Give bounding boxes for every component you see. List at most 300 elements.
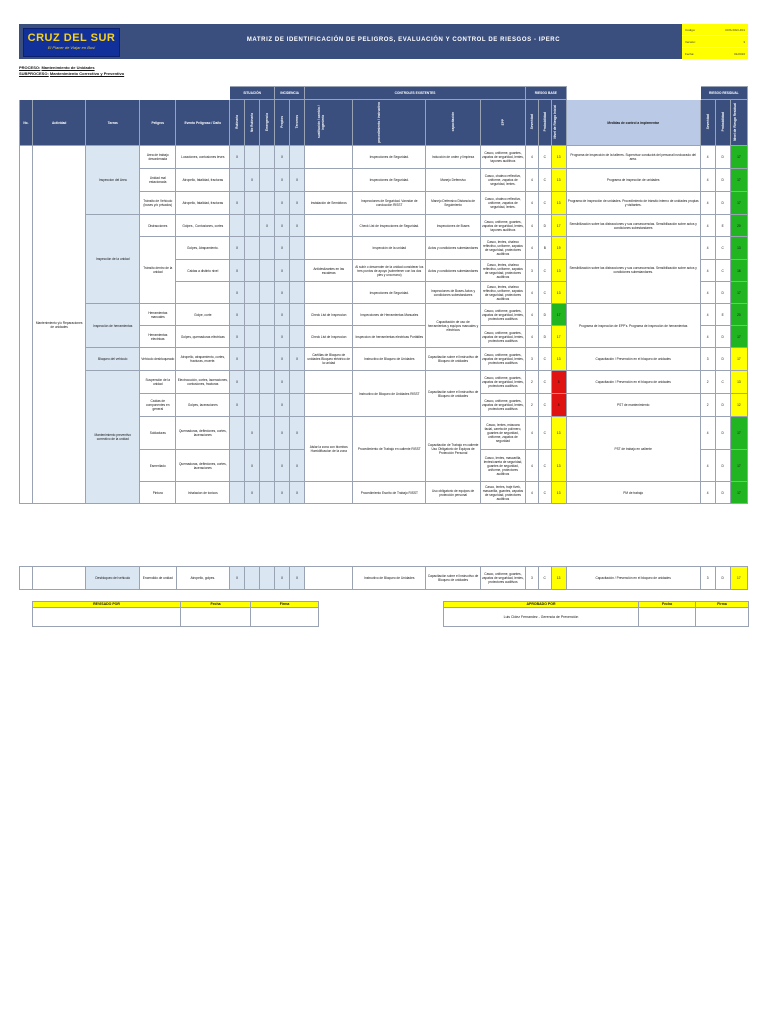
cell-eme [260,348,275,371]
cell-epp: Casco, uniforme, guantes, zapatos de seguridad, lentes, protectores auditivos [480,348,525,371]
cell-pro: X [275,237,290,260]
cell-severidad-residual: 3 [700,567,715,590]
aprobado-firma-label: Firma [696,602,749,608]
cell-sus: Aislar la zona con biombos Humidificacion de la zona [305,417,353,482]
cell-peligro: Tránsito dentro de la unidad [140,237,176,304]
cell-n: 13 [551,146,566,169]
cell-sus: Check List de Inspeccion [305,304,353,326]
cell-pro: X [275,215,290,237]
cell-n: 13 [551,348,566,371]
cell-sr: 2 [700,394,715,417]
cell-nor [245,146,260,169]
cell-sr: 2 [700,371,715,394]
cell-nr: 17 [730,348,747,371]
cell-pro: X [275,169,290,192]
cell-sus [305,237,353,260]
cell-peligro: Encendido de unidad [140,567,176,590]
cell-nr: 17 [730,192,747,215]
cell-nr: 17 [730,482,747,504]
cell-evento: Luxaciones, contusiones leves [176,146,230,169]
cell-nor [245,215,260,237]
cell-nor: X [245,482,260,504]
cell-eme [260,394,275,417]
cell-ter [290,304,305,326]
cell-proc: Inspección de la unidad [353,237,426,260]
cell-p: C [538,348,551,371]
meta-date: Fecha: 01/2016 [682,48,748,60]
cell-p: C [538,146,551,169]
cell-n: 13 [551,192,566,215]
cell-p: C [538,482,551,504]
cell-proc: Inspeccion de herramientas electricas Portátiles [353,326,426,348]
cell-epp: Casco, lentes, traje tivek, mascarilla, guantes, zapatos de seguridad, protectores auditivos [480,482,525,504]
cell-ter: X [290,482,305,504]
cell-peligro: Vehículo desbloqueado [140,348,176,371]
cell-epp: Casco, uniforme, guantes, zapatos de seguridad, lentes, tapones auditivos [480,146,525,169]
col-rutinaria: Rutinaria [230,100,245,146]
cell-n: 8 [551,394,566,417]
cell-pro: X [275,260,290,282]
cell-s: 4 [525,215,538,237]
cell-rut: X [230,237,245,260]
cell-nor [245,237,260,260]
cell-p: C [538,394,551,417]
cell-nor [245,192,260,215]
cell-evento: Atropello, fatalidad, fracturas [176,169,230,192]
cell-epp: Casco, chaleco reflectivo, uniforme, zapatos de seguridad, lentes. [480,169,525,192]
cell-sr: 3 [700,348,715,371]
cell-eme [260,260,275,282]
cell-epp: Casco, lentes, chaleco reflectivo, uniforme, zapatos de seguridad, protectores auditivos [480,282,525,304]
cell-n: 19 [551,237,566,260]
iperc-table [19,86,748,504]
cell-med: Capacitación / Prevención en el bloqueo de unidades [566,348,700,371]
cell-peligro: Suspensión de la unidad [140,371,176,394]
cell-pr: D [715,348,730,371]
cell-nor [245,282,260,304]
cell-nr: 20 [730,215,747,237]
col-probabilidad-residual: Probabilidad [715,100,730,146]
aprobado-fecha-label: Fecha [639,602,696,608]
cell-nivel: 13 [551,567,566,590]
col-medidas: Medidas de control a implementar [566,100,700,146]
cell-cap: Inspecciones de Buses [426,215,481,237]
cell-peligro: Herramientas electricas [140,326,176,348]
revisado-por-block [32,601,319,627]
cell-nr: 12 [730,394,747,417]
table-body [20,146,748,504]
cell-n: 13 [551,417,566,450]
cell-nor [245,394,260,417]
col-emergencia: Emergencia [260,100,275,146]
subprocess-line: SUBPROCESO: Mantenimiento Correctivo y Preventivo [19,71,125,76]
cell-nr: 17 [730,326,747,348]
cell-proc: Inspecciones de Seguridad. Vanndar de conducción RISST [353,192,426,215]
cell-epp: Casco, uniforme, guantes, zapatos de seguridad, lentes, protectores auditivos [480,304,525,326]
cell-pro: X [275,326,290,348]
cell-pro: X [275,192,290,215]
cell-rut: X [230,326,245,348]
cell-s: 4 [525,417,538,450]
cell-pro: X [275,282,290,304]
cell-p: C [538,417,551,450]
cell-p: D [538,215,551,237]
cell-pro: X [275,450,290,482]
revisado-label: REVISADO POR [33,602,181,608]
cell-med: Programa de inspección de unidades. Procedimiento de tránsito interno de unidades propias y visitantes. [566,192,700,215]
col-no-rutinaria: No Rutinaria [245,100,260,146]
cell-pro: X [275,304,290,326]
cell-ter: X [290,169,305,192]
cell-propios: X [275,567,290,590]
cell-evento: Inhalacion de toxicos [176,482,230,504]
cell-nr: 17 [730,169,747,192]
cell-s: 4 [525,304,538,326]
group-header-row [20,87,748,100]
cell-n: 13 [551,450,566,482]
cell-eme [260,417,275,450]
cell-med: Capacitación / Prevención en el bloqueo de unidades [566,371,700,394]
cell-rutinaria: X [230,567,245,590]
cell-nr: 13 [730,371,747,394]
cell-proc: Instructivo de Bloqueo de Unidades [353,348,426,371]
cell-evento: Atropello, fatalidad, fracturas [176,192,230,215]
cell-rut: X [230,394,245,417]
cell-med: PST de trabajo en caliente [566,417,700,482]
cell-pr: E [715,304,730,326]
cell-evento: Quemaduras, deflexiones, cortes, laceraciones [176,417,230,450]
cell-nr: 16 [730,260,747,282]
cell-ter [290,146,305,169]
table-row [20,146,748,169]
cell-peligro: Tránsito de Vehículo (buses y/o privados) [140,192,176,215]
cell-eme [260,371,275,394]
cell-nor [245,260,260,282]
cell-sr: 4 [700,417,715,450]
col-nivel-inicial: Nivel de Riesgo Inicial [551,100,566,146]
cell-pro: X [275,482,290,504]
company-logo [23,28,120,57]
revisado-firma-label: Firma [251,602,319,608]
cell-rut: X [230,371,245,394]
cell-tarea: Inspección de la unidad [86,215,140,304]
cell-nr: 17 [730,282,747,304]
cell-ter [290,326,305,348]
cell-cap: Capacitación sobre el Instructivo de Bloqueo de unidades [426,348,481,371]
cell-nor: X [245,450,260,482]
col-tareas: Tareas [86,100,140,146]
cell-s: 2 [525,371,538,394]
cell-nor [245,371,260,394]
cell-cap: Capacitación sobre el Instructivo de Bloqueo de unidades [426,371,481,417]
cell-sr: 4 [700,260,715,282]
cell-proc: Procedimiento Escrito de Trabajo RISST [353,482,426,504]
col-group-riesgo-residual: RIESGO RESIDUAL [700,87,747,100]
cell-cap: Inducción de orden y limpieza [426,146,481,169]
cell-med: PST de mantenimiento [566,394,700,417]
cell-s: 3 [525,348,538,371]
cell-s: 2 [525,394,538,417]
cell-epp: Casco, lentes, máscara facial, careta de polímero, guantes de seguridad, uniforme, zapatos de seguridad [480,417,525,450]
cell-n: 13 [551,282,566,304]
col-group-riesgo-base: RIESGO BASE [525,87,566,100]
cell-n: 17 [551,304,566,326]
cell-evento: Electrocución, cortes, laceraciones, contusiones, fracturas [176,371,230,394]
cell-evento: Quemaduras, deflexiones, cortes, laceraciones [176,450,230,482]
cell-evento: Atropello, golpes. [176,567,230,590]
cell-p: C [538,450,551,482]
cell-pr: D [715,326,730,348]
cell-eme [260,326,275,348]
cell-sr: 4 [700,282,715,304]
cell-pro: X [275,348,290,371]
cell-p: C [538,169,551,192]
cell-evento: Caidas a distinto nivel [176,260,230,282]
cell-ter [290,394,305,417]
col-evento: Evento Peligroso / Daño [176,100,230,146]
cell-sus [305,146,353,169]
cell-sus [305,169,353,192]
table-row [20,348,748,371]
cell-rut: X [230,348,245,371]
cell-proc: Al subir o descender de la unidad considerar los tres puntos de apoyo (sobretener con los dos pies y una mano) [353,260,426,282]
cell-pr: D [715,450,730,482]
cell-rut: X [230,192,245,215]
cell-epp: Casco, uniforme, guantes, zapatos de seguridad, lentes, protectores auditivos [480,394,525,417]
cell-sus: Instalación de Semáforos [305,192,353,215]
revisado-fecha-label: Fecha [181,602,251,608]
cell-sus [305,282,353,304]
cell-s: 4 [525,146,538,169]
cell-ter: X [290,417,305,450]
cell-peligro: Unidad mal estacionada [140,169,176,192]
cell-med: PM de trabajo [566,482,700,504]
cell-medida: Capacitación / Prevención en el bloqueo de unidades [566,567,700,590]
cell-proc: Instructivo de Bloqueo de Unidades RISST [353,371,426,417]
cell-pr: C [715,371,730,394]
cell-terceros: X [290,567,305,590]
cell-epp: Casco, uniforme, guantes, zapatos de seguridad, lentes, protectores auditivos [480,371,525,394]
cell-evento: Golpes, Atrapamiento. [176,237,230,260]
col-terceros: Terceros [290,100,305,146]
cell-proc: Inspecciones de Seguridad. [353,146,426,169]
cell-evento: Golpe, corte [176,304,230,326]
cell-pro: X [275,371,290,394]
cell-med: Programa de inspección de EPP's. Programa de inspección de herramientas [566,304,700,348]
cell-p: C [538,260,551,282]
cell-p: C [538,282,551,304]
cell-eme [260,169,275,192]
cell-tarea: Bloqueo del vehiculo [86,348,140,371]
cell-ter [290,237,305,260]
aprobado-name: Luis Cidez Fernandez - Gerencia de Prevención [444,608,639,627]
cell-rut: X [230,282,245,304]
cell-sus [305,394,353,417]
cell-rut [230,417,245,450]
cell-med: Programa de inspección de la talleres. Supervisor conducirá del personal involucrado del area. [566,146,700,169]
cell-severidad: 3 [525,567,538,590]
cell-eme [260,282,275,304]
cell-sr: 4 [700,169,715,192]
col-epp: EPP [480,100,525,146]
cell-nr: 17 [730,450,747,482]
cell-peligro: Pintura [140,482,176,504]
cell-sus [305,215,353,237]
cell-pro: X [275,146,290,169]
cell-epp: Casco, chaleco reflectivo, uniforme, zapatos de seguridad, lentes. [480,192,525,215]
cell-pr: D [715,169,730,192]
cell-eme: X [260,215,275,237]
col-group-controles: CONTROLES EXISTENTES [305,87,526,100]
cell-tarea: Desbloqueo del vehiculo [86,567,140,590]
cell-cap: Manejo Defensivo Distancia de Seguimiento [426,192,481,215]
cell-n: 17 [551,326,566,348]
cell-probabilidad-residual: D [715,567,730,590]
cell-pr: D [715,394,730,417]
cell-s: 4 [525,282,538,304]
cell-ter [290,260,305,282]
cell-ter [290,371,305,394]
cell-proc: Procedimiento de Trabajo en caliente RISST [353,417,426,482]
cell-sr: 4 [700,482,715,504]
cell-rut [230,169,245,192]
cell-p: B [538,237,551,260]
document-meta [682,24,748,59]
cell-proc: Inspecciones de Seguridad. [353,169,426,192]
col-severidad-residual: Severidad [700,100,715,146]
cell-ter: X [290,215,305,237]
cell-evento [176,282,230,304]
cell-cap: Actos y condiciones subestandares [426,237,481,260]
cell-nr: 13 [730,237,747,260]
cell-cap: Capacitación de Trabajo en caliente Uso Obligatorio de Equipos de Protección Personal [426,417,481,482]
cell-peligro: Soldaduras [140,417,176,450]
cell-ter: X [290,348,305,371]
table-row [20,215,748,237]
col-procedimiento: procedimiento / instructivo [353,100,426,146]
cell-nivel-residual: 17 [730,567,747,590]
cell-ter: X [290,192,305,215]
cell-act: Mantenimiento y/o Reparaciones de unidades [32,146,86,504]
cell-cap: Actos y condiciones subestandares [426,260,481,282]
cell-nr: 20 [730,304,747,326]
cell-pr: D [715,282,730,304]
cell-pr: D [715,192,730,215]
cell-pro: X [275,394,290,417]
cell-p: C [538,371,551,394]
cell-tarea: Inspeccion del Area [86,146,140,215]
logo-brand: CRUZ DEL SUR [27,32,116,44]
cell-nor [245,326,260,348]
cell-med: Programa de inspección de unidades [566,169,700,192]
meta-code: Código: CDS-SSO-F01 [682,24,748,36]
cell-pr: E [715,215,730,237]
cell-peligro: Distracciones [140,215,176,237]
cell-no [20,146,33,504]
col-capacitacion: capacitación [426,100,481,146]
col-no: No. [20,100,33,146]
table-row [20,371,748,394]
meta-version: Versión: 3 [682,36,748,48]
cell-eme [260,450,275,482]
cell-sus: Check List de Inspeccion [305,326,353,348]
cell-tarea: Mantenimiento preventivo correctivo de la unidad [86,371,140,504]
cell-pr: D [715,417,730,450]
cell-nor [245,348,260,371]
cell-s: 4 [525,237,538,260]
cell-s: 4 [525,192,538,215]
cell-med: Sensibilización sobre las distracciones y sus consecuencias. Sensibilización sobre actos y condiciones subestandares. [566,237,700,304]
cell-sr: 4 [700,215,715,237]
cell-s: 4 [525,450,538,482]
cell-sr: 4 [700,146,715,169]
cell-epp: Casco, uniforme, guantes, zapatos de seguridad, lentes, tapones auditivos [480,215,525,237]
cell-tarea: Inspección de herramientas [86,304,140,348]
cell-eme [260,304,275,326]
cell-sus [305,371,353,394]
cell-s: 4 [525,169,538,192]
aprobado-por-block [443,601,749,627]
document-title: MATRIZ DE IDENTIFICACIÓN DE PELIGROS, EVALUACIÓN Y CONTROL DE RIESGOS - IPERC [246,37,561,43]
cell-rut [230,482,245,504]
document-header [19,24,748,59]
cell-nor: X [245,417,260,450]
cell-epp: Casco, lentes, chaleco reflectivo, uniforme, zapatos de seguridad, protectores auditivos [480,237,525,260]
cell-pro: X [275,417,290,450]
col-nivel-residual: Nivel de Riesgo Residual [730,100,747,146]
cell-peligro: Herramientas manuales [140,304,176,326]
cell-eme [260,237,275,260]
cell-n: 13 [551,482,566,504]
cell-proc: Check List de Inspecciones de Seguridad. [353,215,426,237]
cell-eme [260,146,275,169]
cell-s: 3 [525,260,538,282]
cell-rut: X [230,304,245,326]
cell-p: D [538,304,551,326]
cell-n: 8 [551,371,566,394]
cell-proc: Inspecciones de Herramientas Manuales [353,304,426,326]
cell-s: 4 [525,326,538,348]
cell-sr: 4 [700,450,715,482]
cell-proc: Inspecciones de Seguridad. [353,282,426,304]
cell-rut [230,450,245,482]
cell-eme [260,192,275,215]
cell-nr: 17 [730,146,747,169]
cell-ter [290,282,305,304]
cell-rut: X [230,260,245,282]
cell-peligro: Area de trabajo desordenada [140,146,176,169]
cell-sr: 4 [700,304,715,326]
col-group-incidencia: INCIDENCIA [275,87,305,100]
cell-p: C [538,192,551,215]
cell-sr: 4 [700,192,715,215]
cell-n: 17 [551,215,566,237]
cell-pr: C [715,237,730,260]
cell-evento: Atropello, atrapamiento, cortes, fracturas, muerte. [176,348,230,371]
cell-epp: Casco, lentes, mascarilla, lentes/careta de seguridad, guantes de seguridad, uniforme, protectores auditivos [480,450,525,482]
col-actividad: Actividad [32,100,86,146]
col-severidad: Severidad [525,100,538,146]
cell-epp: Casco, lentes, chaleco reflectivo, uniforme, zapatos de seguridad, protectores auditivos [480,260,525,282]
col-sustitucion: sustitución / cambio / ingeniería [305,100,353,146]
cell-ter: X [290,450,305,482]
cell-n: 13 [551,169,566,192]
cell-eme [260,482,275,504]
cell-rut [230,215,245,237]
table-row [20,567,748,590]
cell-evento: Golpes , Contusiones, cortes [176,215,230,237]
cell-capacitacion: Capacitación sobre el Instructivo de Bloqueo de unidades [426,567,481,590]
